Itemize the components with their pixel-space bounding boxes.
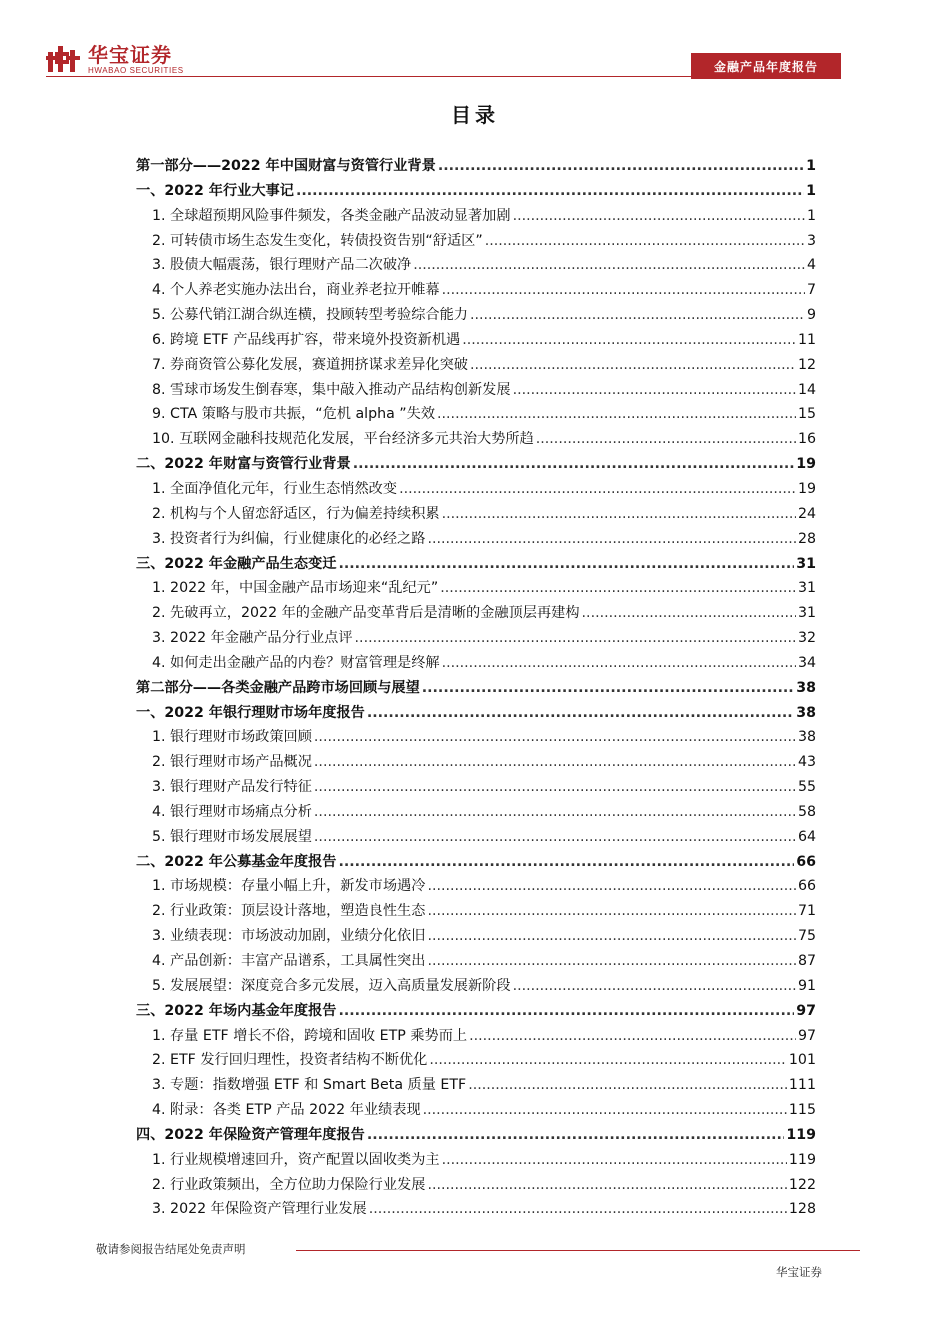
toc-entry[interactable] [136, 229, 816, 254]
toc-entry-label: 6. 跨境 ETF 产品线再扩容，带来境外投资新机遇 [152, 331, 461, 348]
toc-leader-dots [442, 278, 805, 303]
toc-entry-label: 3. 2022 年金融产品分行业点评 [152, 630, 353, 647]
toc-entry-page: 64 [797, 828, 816, 845]
toc-entry[interactable] [136, 651, 816, 676]
toc-entry-label: 10. 互联网金融科技规范化发展，平台经济多元共治大势所趋 [152, 431, 534, 448]
toc-leader-dots [427, 874, 796, 899]
toc-leader-dots [422, 676, 794, 701]
toc-entry-label: 1. 全球超预期风险事件频发，各类金融产品波动显著加剧 [152, 207, 511, 224]
toc-entry-page: 31 [796, 555, 816, 572]
toc-entry-label: 1. 市场规模：存量小幅上升，新发市场遇冷 [152, 878, 426, 895]
toc-entry-label: 2. 可转债市场生态发生变化，转债投资告别“舒适区” [152, 232, 483, 249]
page-title: 目录 [451, 103, 499, 127]
toc-entry-label: 3. 2022 年保险资产管理行业发展 [152, 1201, 367, 1218]
toc-entry[interactable] [136, 1073, 816, 1098]
report-type-tag: 金融产品年度报告 [691, 53, 841, 79]
toc-entry-label: 1. 银行理财市场政策回顾 [152, 729, 312, 746]
toc-entry-page: 38 [797, 729, 816, 746]
toc-entry[interactable] [136, 502, 816, 527]
toc-entry[interactable] [136, 1098, 816, 1123]
toc-leader-dots [427, 949, 796, 974]
toc-entry-page: 28 [797, 530, 816, 547]
toc-entry-page: 71 [797, 903, 816, 920]
toc-entry-label: 4. 如何走出金融产品的内卷？财富管理是终解 [152, 654, 440, 671]
toc-entry-page: 7 [806, 282, 816, 299]
toc-entry-page: 75 [797, 928, 816, 945]
toc-leader-dots [369, 1197, 787, 1222]
toc-entry[interactable] [136, 253, 816, 278]
toc-entry-label: 第二部分——各类金融产品跨市场回顾与展望 [136, 679, 420, 696]
toc-entry[interactable] [136, 725, 816, 750]
toc-leader-dots [485, 229, 805, 254]
toc-entry-page: 55 [797, 779, 816, 796]
toc-entry[interactable] [136, 850, 816, 875]
toc-entry[interactable] [136, 974, 816, 999]
toc-entry[interactable] [136, 552, 816, 577]
toc-entry-label: 二、2022 年财富与资管行业背景 [136, 456, 351, 473]
toc-leader-dots [367, 701, 794, 726]
toc-entry[interactable] [136, 452, 816, 477]
toc-leader-dots [339, 999, 795, 1024]
toc-entry-page: 111 [788, 1077, 816, 1094]
toc-leader-dots [427, 1173, 786, 1198]
toc-entry-label: 3. 业绩表现：市场波动加剧，业绩分化依旧 [152, 928, 426, 945]
toc-leader-dots [367, 1123, 785, 1148]
toc-entry[interactable] [136, 527, 816, 552]
toc-entry-page: 1 [806, 158, 816, 174]
toc-entry-label: 2. 先破再立，2022 年的金融产品变革背后是清晰的金融顶层再建构 [152, 605, 580, 622]
toc-entry-label: 4. 个人养老实施办法出台，商业养老拉开帷幕 [152, 282, 440, 299]
toc-entry[interactable] [136, 1024, 816, 1049]
toc-leader-dots [427, 527, 796, 552]
toc-leader-dots [536, 427, 796, 452]
toc-entry[interactable] [136, 353, 816, 378]
toc-entry-label: 2. 行业政策频出，全方位助力保险行业发展 [152, 1176, 426, 1193]
toc-leader-dots [440, 576, 796, 601]
toc-entry-page: 119 [788, 1151, 816, 1168]
footer-company: 华宝证券 [776, 1265, 822, 1279]
toc-entry-page: 34 [797, 654, 816, 671]
toc-entry-label: 7. 券商资管公募化发展，赛道拥挤谋求差异化突破 [152, 356, 468, 373]
toc-entry-label: 第一部分——2022 年中国财富与资管行业背景 [136, 158, 436, 174]
disclaimer-note: 敬请参阅报告结尾处免责声明 [96, 1242, 246, 1256]
toc-leader-dots [296, 179, 804, 204]
toc-entry-page: 66 [796, 853, 816, 870]
toc-entry[interactable] [136, 402, 816, 427]
toc-entry-page: 12 [797, 356, 816, 373]
toc-entry-label: 4. 附录：各类 ETP 产品 2022 年业绩表现 [152, 1102, 421, 1119]
toc-entry[interactable] [136, 999, 816, 1024]
toc-leader-dots [399, 477, 796, 502]
toc-leader-dots [339, 850, 795, 875]
toc-entry-label: 2. 银行理财市场产品概况 [152, 754, 312, 771]
toc-entry-label: 一、2022 年行业大事记 [136, 182, 294, 199]
toc-leader-dots [470, 303, 805, 328]
toc-entry-page: 87 [797, 953, 816, 969]
toc-leader-dots [413, 253, 805, 278]
toc-entry-label: 1. 行业规模增速回升，资产配置以固收类为主 [152, 1151, 440, 1168]
company-logo [46, 44, 184, 78]
header-divider [46, 76, 691, 77]
toc-entry-label: 5. 银行理财市场发展展望 [152, 828, 312, 845]
toc-entry[interactable] [136, 874, 816, 899]
toc-entry-label: 一、2022 年银行理财市场年度报告 [136, 704, 365, 721]
toc-entry-label: 三、2022 年场内基金年度报告 [136, 1002, 337, 1019]
toc-entry[interactable] [136, 278, 816, 303]
toc-entry-label: 1. 存量 ETF 增长不俗，跨境和固收 ETP 乘势而上 [152, 1027, 468, 1044]
toc-entry-label: 8. 雪球市场发生倒春寒，集中敲入推动产品结构创新发展 [152, 381, 511, 398]
toc-entry[interactable] [136, 775, 816, 800]
toc-entry-page: 91 [797, 977, 816, 994]
toc-entry[interactable] [136, 1173, 816, 1198]
toc-leader-dots [513, 204, 805, 229]
toc-leader-dots [513, 378, 796, 403]
toc-entry-label: 1. 2022 年，中国金融产品市场迎来“乱纪元” [152, 580, 439, 597]
toc-entry[interactable] [136, 800, 816, 825]
toc-leader-dots [469, 1024, 796, 1049]
toc-entry-label: 二、2022 年公募基金年度报告 [136, 853, 337, 870]
toc-entry-label: 3. 银行理财产品发行特征 [152, 779, 312, 796]
toc-entry[interactable] [136, 701, 816, 726]
toc-entry[interactable] [136, 328, 816, 353]
toc-entry-label: 4. 产品创新：丰富产品谱系，工具属性突出 [152, 953, 426, 969]
toc-entry[interactable] [136, 601, 816, 626]
toc-leader-dots [314, 750, 796, 775]
page-header [0, 0, 950, 82]
brand-name-cn: 华宝证券 [88, 43, 172, 67]
toc-entry-page: 115 [788, 1102, 816, 1119]
toc-entry[interactable] [136, 576, 816, 601]
toc-entry[interactable] [136, 154, 816, 179]
toc-entry[interactable] [136, 303, 816, 328]
toc-entry[interactable] [136, 750, 816, 775]
toc-entry-page: 38 [796, 679, 816, 696]
toc-leader-dots [314, 725, 796, 750]
toc-leader-dots [314, 800, 796, 825]
toc-entry-page: 31 [797, 580, 816, 597]
toc-leader-dots [314, 825, 796, 850]
toc-leader-dots [442, 502, 796, 527]
toc-leader-dots [437, 402, 796, 427]
toc-entry-page: 97 [796, 1002, 816, 1019]
toc-entry-label: 3. 专题：指数增强 ETF 和 Smart Beta 质量 ETF [152, 1077, 467, 1094]
toc-leader-dots [470, 353, 796, 378]
toc-leader-dots [513, 974, 796, 999]
toc-entry[interactable] [136, 1048, 816, 1073]
toc-entry-page: 4 [806, 257, 816, 274]
toc-entry-label: 9. CTA 策略与股市共振，“危机 alpha ”失效 [152, 406, 436, 423]
toc-entry[interactable] [136, 825, 816, 850]
toc-entry[interactable] [136, 204, 816, 229]
toc-entry-page: 66 [797, 878, 816, 895]
toc-leader-dots [427, 924, 796, 949]
toc-entry-page: 11 [797, 331, 816, 348]
toc-leader-dots [582, 601, 796, 626]
toc-entry-page: 31 [797, 605, 816, 622]
toc-entry-label: 3. 投资者行为纠偏，行业健康化的必经之路 [152, 530, 426, 547]
toc-entry[interactable] [136, 1123, 816, 1148]
toc-entry-page: 19 [797, 480, 816, 497]
toc-entry[interactable] [136, 1148, 816, 1173]
toc-leader-dots [314, 775, 796, 800]
toc-entry-page: 3 [806, 232, 816, 249]
toc-leader-dots [427, 899, 796, 924]
toc-leader-dots [462, 328, 796, 353]
toc-entry[interactable] [136, 378, 816, 403]
toc-entry-page: 16 [797, 431, 816, 448]
toc-entry-label: 1. 全面净值化元年，行业生态悄然改变 [152, 480, 398, 497]
toc-entry-label: 5. 发展展望：深度竞合多元发展，迈入高质量发展新阶段 [152, 977, 511, 994]
toc-leader-dots [442, 651, 796, 676]
toc-entry[interactable] [136, 676, 816, 701]
toc-entry-page: 9 [806, 307, 816, 324]
toc-entry[interactable] [136, 179, 816, 204]
toc-entry-page: 14 [797, 381, 816, 398]
toc-leader-dots [423, 1098, 787, 1123]
toc-entry[interactable] [136, 899, 816, 924]
toc-entry-label: 2. 机构与个人留恋舒适区，行为偏差持续积累 [152, 505, 440, 522]
toc-leader-dots [355, 626, 796, 651]
toc-entry-page: 1 [806, 182, 816, 199]
toc-entry-label: 2. 行业政策：顶层设计落地，塑造良性生态 [152, 903, 426, 920]
toc-entry[interactable] [136, 949, 816, 974]
toc-entry[interactable] [136, 924, 816, 949]
toc-entry-page: 24 [797, 505, 816, 522]
toc-entry-page: 122 [788, 1176, 816, 1193]
toc-leader-dots [438, 154, 804, 179]
toc-entry[interactable] [136, 626, 816, 651]
toc-leader-dots [339, 552, 795, 577]
toc-entry-page: 1 [806, 207, 816, 224]
toc-entry[interactable] [136, 477, 816, 502]
table-of-contents [136, 154, 816, 1222]
toc-entry-page: 128 [788, 1201, 816, 1218]
toc-entry-label: 三、2022 年金融产品生态变迁 [136, 555, 337, 572]
toc-entry-label: 3. 股债大幅震荡，银行理财产品二次破净 [152, 257, 412, 274]
toc-entry-page: 38 [796, 704, 816, 721]
toc-entry[interactable] [136, 1197, 816, 1222]
toc-entry-label: 4. 银行理财市场痛点分析 [152, 803, 312, 820]
toc-entry-page: 15 [797, 406, 816, 423]
toc-entry-page: 97 [797, 1027, 816, 1044]
toc-entry-label: 四、2022 年保险资产管理年度报告 [136, 1126, 365, 1143]
toc-leader-dots [353, 452, 795, 477]
toc-leader-dots [442, 1148, 787, 1173]
toc-entry[interactable] [136, 427, 816, 452]
toc-entry-page: 43 [797, 754, 816, 771]
toc-entry-page: 19 [796, 456, 816, 473]
toc-entry-page: 119 [786, 1126, 816, 1143]
toc-entry-label: 2. ETF 发行回归理性，投资者结构不断优化 [152, 1052, 428, 1069]
brand-name-en: HWABAO SECURITIES [88, 66, 184, 75]
toc-leader-dots [468, 1073, 787, 1098]
logo-mark-icon [46, 44, 80, 74]
footer-divider [296, 1250, 860, 1251]
toc-entry-label: 5. 公募代销江湖合纵连横，投顾转型考验综合能力 [152, 307, 468, 324]
toc-leader-dots [429, 1048, 787, 1073]
toc-entry-page: 58 [797, 803, 816, 820]
toc-entry-page: 32 [797, 630, 816, 647]
toc-entry-page: 101 [788, 1052, 816, 1069]
